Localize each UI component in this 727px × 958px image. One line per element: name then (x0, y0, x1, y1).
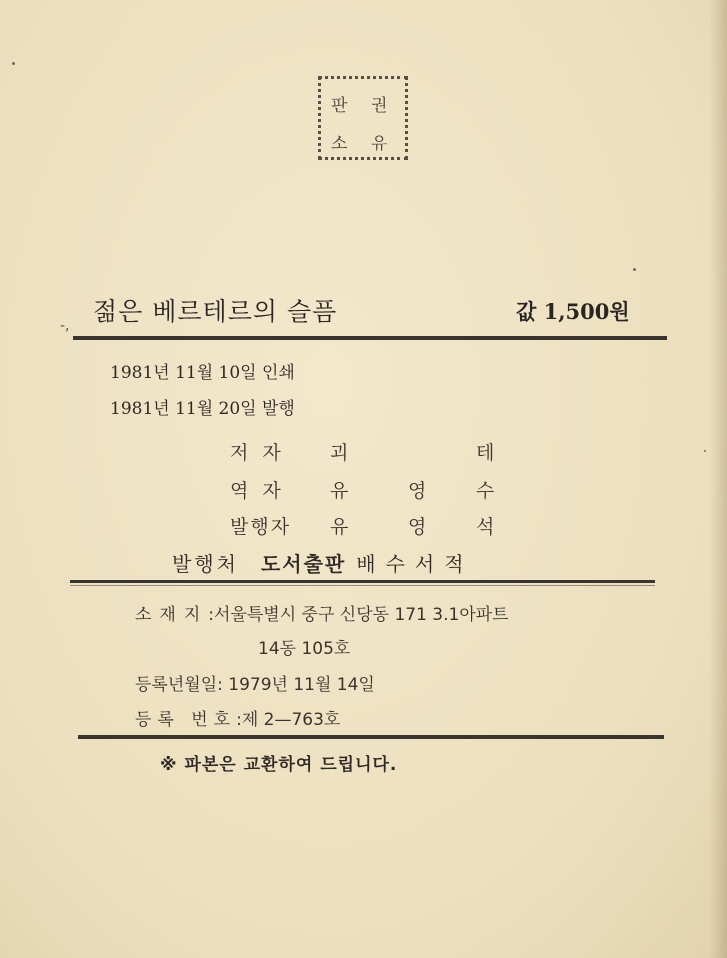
paper-speck (633, 268, 636, 271)
address-row (135, 600, 509, 625)
registration-date-value: : 1979년 11월 14일 (217, 675, 375, 695)
registration-no-row (135, 705, 340, 730)
publisher-label: 발행처 (172, 552, 239, 576)
defect-notice: ※ 파본은 교환하여 드립니다. (160, 755, 398, 775)
publisher-person-name-a: 유 (330, 516, 349, 538)
price: 값 1,500원 (516, 299, 630, 324)
publisher-name-rest: 배수서적 (356, 552, 474, 576)
divider-middle (70, 580, 655, 583)
publisher-person-label: 발행자 (230, 516, 292, 538)
author-label: 저자 (230, 442, 295, 464)
translator-name-a: 유 (330, 480, 349, 502)
address-label: 소재지 (135, 605, 209, 625)
registration-date-row (135, 670, 375, 695)
seal-char: 소 (331, 134, 348, 154)
divider-middle-thin (70, 585, 655, 586)
author-name-c: 테 (476, 442, 495, 464)
registration-no-label: 등록 번호 (135, 710, 237, 730)
seal-char: 권 (371, 96, 388, 116)
publish-date: 1981년 11월 20일 발행 (110, 399, 295, 419)
publisher-name: 도서출판 (260, 552, 347, 576)
translator-label: 역자 (230, 480, 295, 502)
publisher-person-row (230, 512, 510, 542)
address-line2: 14동 105호 (258, 639, 351, 659)
divider-top (73, 336, 667, 340)
registration-date-label: 등록년월일 (135, 675, 218, 695)
page-edge-shadow (709, 0, 727, 958)
paper-speck (704, 450, 706, 452)
divider-bottom (78, 735, 664, 739)
paper-speck (12, 62, 15, 65)
translator-name-b: 영 (408, 480, 427, 502)
address-value: :서울특별시 중구 신당동 171 3.1아파트 (208, 605, 509, 625)
seal-char: 유 (371, 134, 388, 154)
seal-char: 판 (331, 96, 348, 116)
copyright-seal (318, 76, 408, 160)
registration-no-value: :제 2—763호 (236, 710, 341, 730)
print-date: 1981년 11월 10일 인쇄 (110, 363, 295, 383)
book-title: 젊은 베르테르의 슬픔 (93, 297, 338, 326)
publisher-row (172, 548, 474, 577)
translator-name-c: 수 (476, 480, 495, 502)
author-row (230, 438, 510, 468)
author-name-a: 괴 (330, 442, 349, 464)
publisher-person-name-b: 영 (408, 516, 427, 538)
translator-row (230, 476, 510, 506)
title-mark: -, (60, 318, 70, 334)
publisher-person-name-c: 석 (476, 516, 495, 538)
